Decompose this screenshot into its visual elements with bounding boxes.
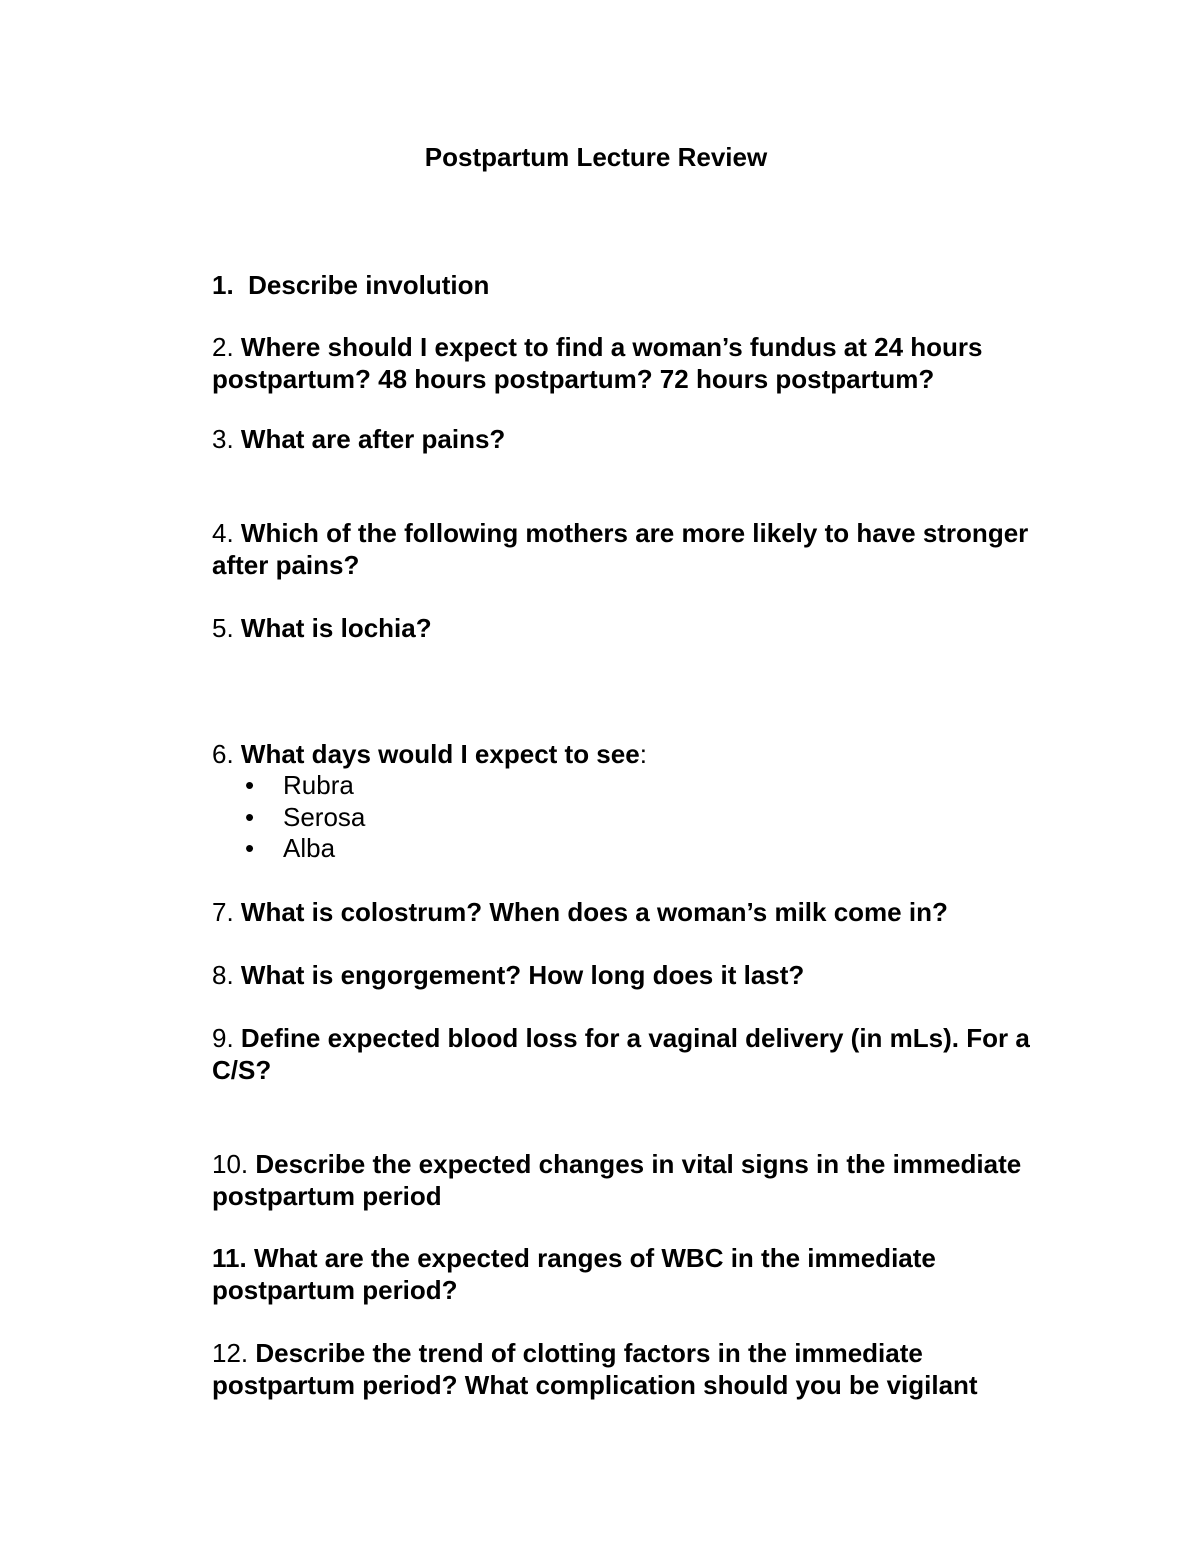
bullet-icon: •	[245, 770, 255, 800]
question-number: 12.	[212, 1338, 249, 1368]
question-8	[212, 959, 1042, 991]
list-item-text: Alba	[283, 833, 336, 863]
question-text: Which of the following mothers are more likely to have stronger after pains?	[212, 518, 1029, 580]
question-3	[212, 423, 1042, 455]
list-item-text: Serosa	[283, 801, 366, 832]
question-number: 10.	[212, 1149, 249, 1179]
question-text: Describe the expected changes in vital signs in the immediate postpartum period	[212, 1149, 1022, 1211]
question-7	[212, 896, 1042, 928]
question-9	[212, 1022, 1042, 1086]
question-4	[212, 517, 1042, 581]
question-10	[212, 1148, 1042, 1212]
question-number: 1.	[212, 270, 234, 300]
question-1	[212, 269, 1042, 301]
list-item	[245, 833, 365, 865]
question-12	[212, 1337, 1042, 1401]
question-5	[212, 612, 1042, 644]
question-number: 11.	[212, 1243, 247, 1273]
question-number: 7.	[212, 897, 234, 927]
question-2	[212, 331, 1042, 395]
question-number: 4.	[212, 518, 234, 548]
question-text: What is lochia?	[240, 613, 432, 643]
question-text: Describe the trend of clotting factors in the immediate postpartum period? What complication should you be vigilant	[212, 1338, 978, 1400]
bullet-icon: •	[245, 833, 255, 863]
bullet-icon: •	[245, 801, 255, 832]
question-number: 3.	[212, 424, 234, 454]
question-suffix: :	[639, 739, 647, 769]
question-text: What are after pains?	[240, 424, 506, 454]
question-number: 2.	[212, 332, 234, 362]
question-text: Where should I expect to find a woman’s fundus at 24 hours postpartum? 48 hours postpartum? 72 hours postpartum?	[212, 332, 983, 394]
lochia-list	[245, 770, 365, 865]
question-text: What are the expected ranges of WBC in the immediate postpartum period?	[212, 1243, 936, 1305]
list-item	[245, 770, 365, 802]
list-item-text: Rubra	[283, 770, 354, 800]
question-text: Describe involution	[248, 270, 490, 300]
question-text: What is colostrum? When does a woman’s milk come in?	[240, 897, 948, 927]
question-text: What is engorgement? How long does it last?	[240, 960, 805, 990]
question-text: What days would I expect to see	[240, 739, 640, 769]
page-title: Postpartum Lecture Review	[424, 142, 768, 172]
question-number: 8.	[212, 960, 234, 990]
question-number: 5.	[212, 613, 234, 643]
question-text: Define expected blood loss for a vaginal delivery (in mLs). For a C/S?	[212, 1023, 1030, 1085]
question-number: 6.	[212, 739, 234, 769]
list-item	[245, 802, 365, 834]
question-11	[212, 1242, 1042, 1306]
question-number: 9.	[212, 1023, 234, 1053]
question-6	[212, 738, 1042, 770]
